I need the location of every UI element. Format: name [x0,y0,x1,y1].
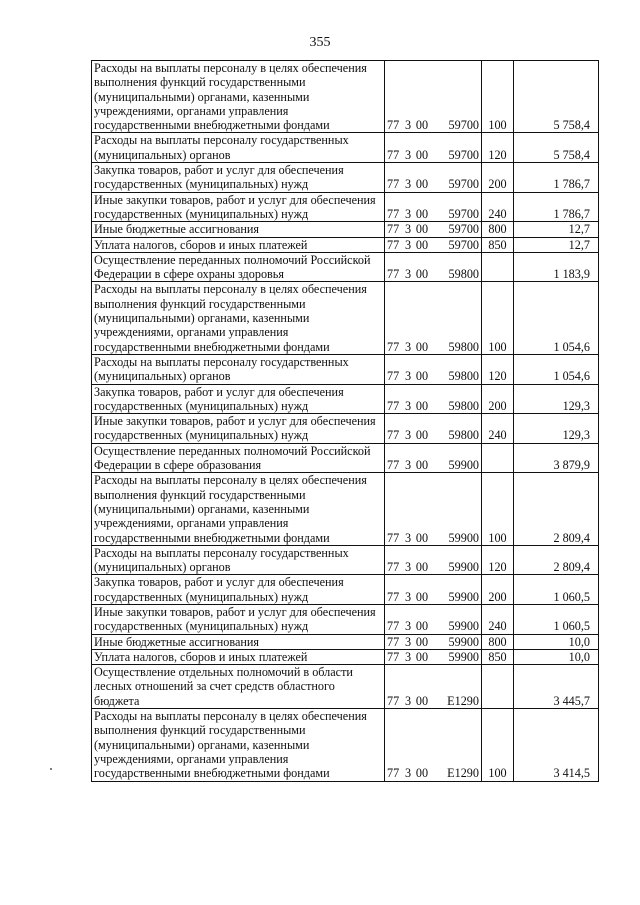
code-part-3: 00 [415,267,429,282]
margin-mark [50,768,52,770]
amount: 129,3 [514,384,599,414]
code-part-2: 3 [404,339,412,354]
code-part-1: 77 [387,634,400,649]
expense-type [482,443,514,473]
table-row [92,473,599,545]
expense-type: 800 [482,634,514,649]
table-row [92,282,599,354]
code-part-1: 77 [387,147,400,162]
code-part-4: 59900 [448,560,479,575]
code-part-3: 00 [415,206,429,221]
code-part-4: 59700 [448,118,479,133]
amount: 5 758,4 [514,133,599,163]
code-part-3: 00 [415,649,429,664]
expense-type: 240 [482,192,514,222]
code-part-4: 59900 [448,649,479,664]
code-part-1: 77 [387,458,400,473]
expense-name: Иные бюджетные ассигнования [92,634,385,649]
code-part-4: 59900 [448,458,479,473]
code-part-3: 00 [415,339,429,354]
code-part-2: 3 [404,458,412,473]
code-part-4: 59800 [448,339,479,354]
expense-name: Расходы на выплаты персоналу государственных (муниципальных) органов [92,545,385,575]
expense-type [482,665,514,709]
code-part-1: 77 [387,619,400,634]
program-code [385,443,482,473]
amount: 5 758,4 [514,61,599,133]
code-part-2: 3 [404,560,412,575]
table-row [92,384,599,414]
expense-name: Закупка товаров, работ и услуг для обеспечения государственных (муниципальных) нужд [92,575,385,605]
expense-name: Расходы на выплаты персоналу в целях обеспечения выполнения функций государственными (муниципальными) органами, казенными учреждениями, органами управления государственными внебюджетными фондами [92,61,385,133]
expense-name: Осуществление переданных полномочий Российской Федерации в сфере образования [92,443,385,473]
code-part-1: 77 [387,118,400,133]
program-code [385,634,482,649]
program-code [385,473,482,545]
expense-type: 800 [482,222,514,237]
expense-name: Иные закупки товаров, работ и услуг для обеспечения государственных (муниципальных) нужд [92,604,385,634]
table-row [92,709,599,781]
code-part-1: 77 [387,589,400,604]
expense-name: Иные закупки товаров, работ и услуг для обеспечения государственных (муниципальных) нужд [92,192,385,222]
code-part-2: 3 [404,177,412,192]
code-part-4: 59700 [448,237,479,252]
program-code [385,61,482,133]
code-part-1: 77 [387,237,400,252]
code-part-3: 00 [415,589,429,604]
program-code [385,709,482,781]
expense-name: Расходы на выплаты персоналу в целях обеспечения выполнения функций государственными (муниципальными) органами, казенными учреждениями, органами управления государственными внебюджетными фондами [92,473,385,545]
program-code [385,575,482,605]
program-code [385,545,482,575]
code-part-1: 77 [387,267,400,282]
expense-name: Закупка товаров, работ и услуг для обеспечения государственных (муниципальных) нужд [92,163,385,193]
code-part-3: 00 [415,530,429,545]
code-part-2: 3 [404,237,412,252]
code-part-4: 59700 [448,147,479,162]
table-row [92,604,599,634]
table-row [92,634,599,649]
code-part-3: 00 [415,693,429,708]
table-row [92,133,599,163]
code-part-2: 3 [404,530,412,545]
code-part-3: 00 [415,766,429,781]
code-part-4: 59900 [448,589,479,604]
amount: 3 879,9 [514,443,599,473]
code-part-3: 00 [415,369,429,384]
table-row [92,575,599,605]
amount: 1 786,7 [514,192,599,222]
code-part-1: 77 [387,560,400,575]
code-part-2: 3 [404,147,412,162]
amount: 12,7 [514,237,599,252]
code-part-2: 3 [404,398,412,413]
table-row [92,61,599,133]
code-part-2: 3 [404,619,412,634]
code-part-3: 00 [415,147,429,162]
amount: 2 809,4 [514,473,599,545]
expense-name: Осуществление отдельных полномочий в области лесных отношений за счет средств областного бюджета [92,665,385,709]
expense-type: 100 [482,709,514,781]
program-code [385,252,482,282]
code-part-1: 77 [387,222,400,237]
code-part-3: 00 [415,177,429,192]
program-code [385,237,482,252]
code-part-2: 3 [404,206,412,221]
table-row [92,192,599,222]
table-row [92,163,599,193]
table-row [92,237,599,252]
expense-name: Иные бюджетные ассигнования [92,222,385,237]
program-code [385,282,482,354]
table-row [92,414,599,444]
amount: 1 786,7 [514,163,599,193]
expense-name: Осуществление переданных полномочий Российской Федерации в сфере охраны здоровья [92,252,385,282]
expense-type: 240 [482,414,514,444]
code-part-3: 00 [415,237,429,252]
code-part-3: 00 [415,118,429,133]
program-code [385,384,482,414]
expense-type: 100 [482,473,514,545]
code-part-4: 59900 [448,530,479,545]
table-row [92,222,599,237]
expense-type: 120 [482,545,514,575]
code-part-4: 59800 [448,267,479,282]
expense-name: Расходы на выплаты персоналу в целях обеспечения выполнения функций государственными (муниципальными) органами, казенными учреждениями, органами управления государственными внебюджетными фондами [92,282,385,354]
program-code [385,222,482,237]
code-part-3: 00 [415,619,429,634]
program-code [385,414,482,444]
program-code [385,163,482,193]
code-part-4: 59800 [448,369,479,384]
code-part-2: 3 [404,649,412,664]
amount: 2 809,4 [514,545,599,575]
code-part-4: 59700 [448,206,479,221]
code-part-3: 00 [415,398,429,413]
code-part-1: 77 [387,369,400,384]
program-code [385,133,482,163]
code-part-1: 77 [387,206,400,221]
code-part-4: Е1290 [447,766,479,781]
expense-name: Закупка товаров, работ и услуг для обеспечения государственных (муниципальных) нужд [92,384,385,414]
code-part-3: 00 [415,634,429,649]
code-part-2: 3 [404,693,412,708]
expense-type: 850 [482,649,514,664]
table-row [92,252,599,282]
code-part-2: 3 [404,369,412,384]
expense-type [482,252,514,282]
expense-type: 240 [482,604,514,634]
code-part-1: 77 [387,177,400,192]
code-part-1: 77 [387,428,400,443]
expense-type: 100 [482,282,514,354]
code-part-2: 3 [404,428,412,443]
program-code [385,604,482,634]
amount: 1 060,5 [514,604,599,634]
expense-type: 120 [482,133,514,163]
amount: 1 060,5 [514,575,599,605]
program-code [385,649,482,664]
expense-name: Расходы на выплаты персоналу государственных (муниципальных) органов [92,133,385,163]
expense-name: Расходы на выплаты персоналу государственных (муниципальных) органов [92,354,385,384]
program-code [385,354,482,384]
amount: 12,7 [514,222,599,237]
amount: 1 054,6 [514,354,599,384]
amount: 129,3 [514,414,599,444]
code-part-2: 3 [404,267,412,282]
code-part-2: 3 [404,222,412,237]
amount: 10,0 [514,649,599,664]
expense-type: 200 [482,575,514,605]
code-part-4: 59900 [448,619,479,634]
code-part-1: 77 [387,766,400,781]
code-part-1: 77 [387,649,400,664]
expense-name: Расходы на выплаты персоналу в целях обеспечения выполнения функций государственными (муниципальными) органами, казенными учреждениями, органами управления государственными внебюджетными фондами [92,709,385,781]
page-number: 355 [309,35,331,50]
code-part-2: 3 [404,118,412,133]
code-part-4: 59700 [448,177,479,192]
program-code [385,665,482,709]
code-part-1: 77 [387,339,400,354]
table-row [92,354,599,384]
code-part-2: 3 [404,766,412,781]
amount: 1 054,6 [514,282,599,354]
code-part-2: 3 [404,634,412,649]
expense-type: 100 [482,61,514,133]
expense-type: 200 [482,163,514,193]
expense-name: Уплата налогов, сборов и иных платежей [92,649,385,664]
code-part-1: 77 [387,398,400,413]
budget-table [91,60,599,782]
code-part-4: 59700 [448,222,479,237]
code-part-4: 59800 [448,398,479,413]
amount: 3 414,5 [514,709,599,781]
code-part-4: Е1290 [447,693,479,708]
code-part-2: 3 [404,589,412,604]
amount: 1 183,9 [514,252,599,282]
code-part-4: 59800 [448,428,479,443]
code-part-3: 00 [415,222,429,237]
code-part-3: 00 [415,560,429,575]
table-row [92,665,599,709]
code-part-1: 77 [387,530,400,545]
code-part-4: 59900 [448,634,479,649]
table-row [92,649,599,664]
expense-name: Уплата налогов, сборов и иных платежей [92,237,385,252]
table-row [92,545,599,575]
expense-type: 120 [482,354,514,384]
expense-type: 200 [482,384,514,414]
table-row [92,443,599,473]
expense-type: 850 [482,237,514,252]
amount: 3 445,7 [514,665,599,709]
program-code [385,192,482,222]
code-part-3: 00 [415,458,429,473]
amount: 10,0 [514,634,599,649]
expense-name: Иные закупки товаров, работ и услуг для обеспечения государственных (муниципальных) нужд [92,414,385,444]
code-part-3: 00 [415,428,429,443]
code-part-1: 77 [387,693,400,708]
